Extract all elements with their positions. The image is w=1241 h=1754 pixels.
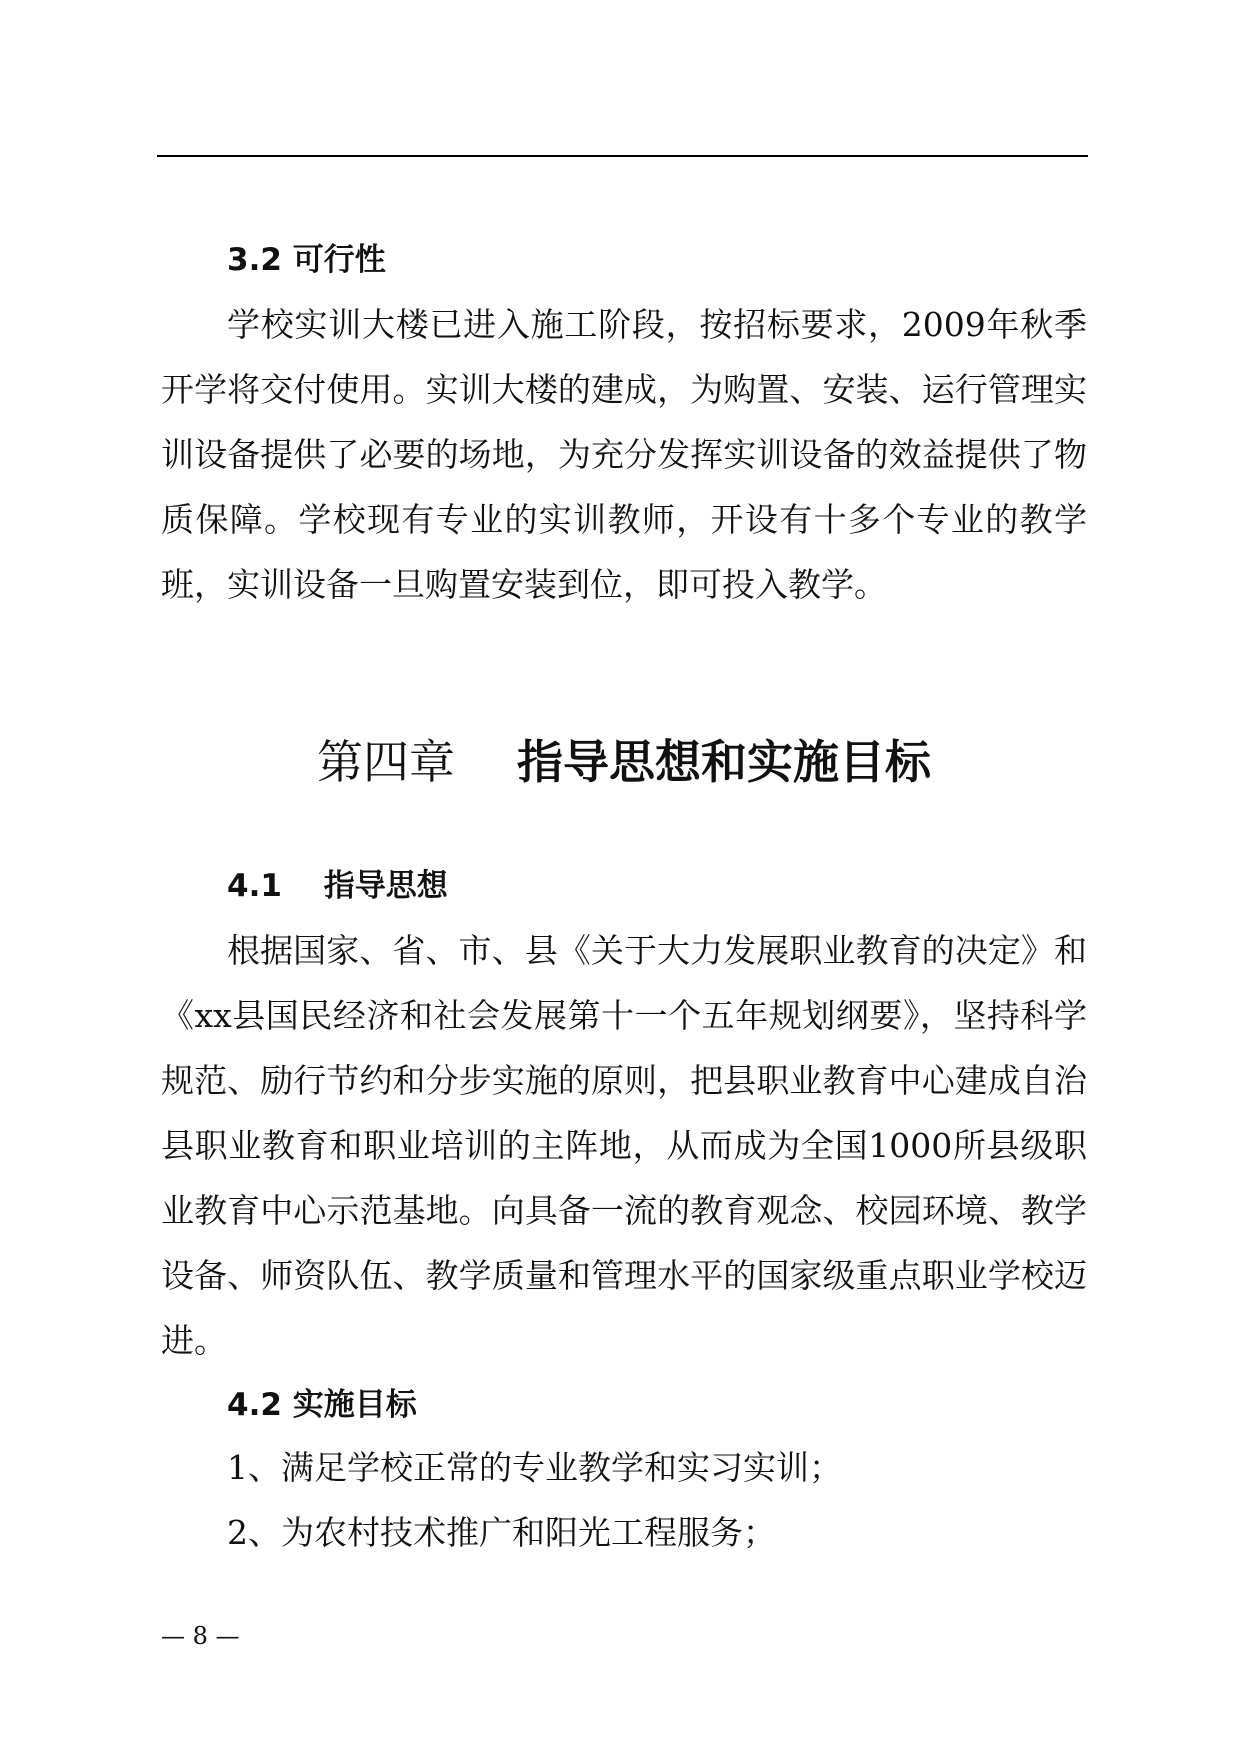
section-3-2-heading: 3.2 可行性	[227, 242, 386, 278]
list-item: 1、满足学校正常的专业教学和实习实训；	[227, 1448, 842, 1487]
section-4-1-paragraph: 根据国家、省、市、县《关于大力发展职业教育的决定》和《xx县国民经济和社会发展第十一个五年规划纲要》，坚持科学规范、励行节约和分步实施的原则，把县职业教育中心建成自治县职业教育和职业培训的主阵地，从而成为全国1000所县级职业教育中心示范基地。向具备一流的教育观念、校园环境、教学设备、师资队伍、教学质量和管理水平的国家级重点职业学校迈进。	[161, 931, 1087, 1360]
chapter-number: 第四章	[316, 735, 455, 789]
page-number: — 8 —	[161, 1622, 240, 1650]
section-4-1-heading: 4.1 指导思想	[227, 868, 448, 904]
page-content	[161, 230, 1087, 1565]
chapter-title	[161, 732, 1087, 792]
list-item: 2、为农村技术推广和阳光工程服务；	[227, 1513, 776, 1552]
header-rule	[157, 155, 1088, 157]
section-3-2-paragraph: 学校实训大楼已进入施工阶段，按招标要求，2009年秋季开学将交付使用。实训大楼的建成，为购置、安装、运行管理实训设备提供了必要的场地，为充分发挥实训设备的效益提供了物质保障。学校现有专业的实训教师，开设有十多个专业的教学班，实训设备一旦购置安装到位，即可投入教学。	[161, 305, 1087, 604]
section-4-2-heading: 4.2 实施目标	[227, 1387, 417, 1423]
chapter-name: 指导思想和实施目标	[517, 735, 931, 789]
